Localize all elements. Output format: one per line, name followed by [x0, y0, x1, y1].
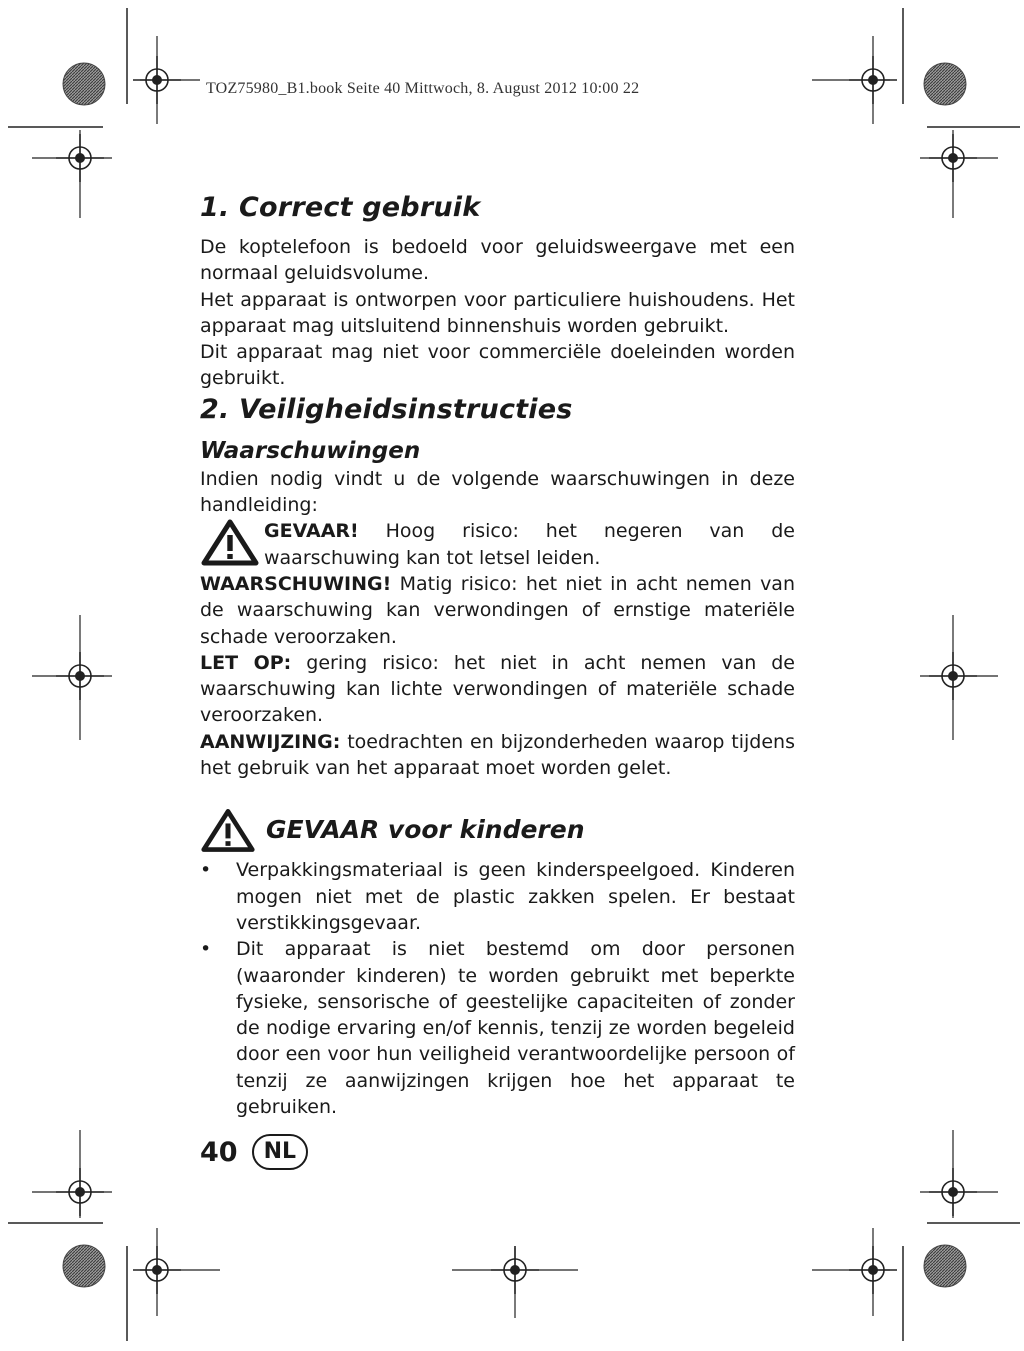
page-footer: [200, 1134, 308, 1170]
registration-mark-icon: [32, 1130, 112, 1218]
section1-paragraph: De koptelefoon is bedoeld voor geluidsweergave met een normaal geluidsvolume.: [200, 236, 795, 285]
language-badge: NL: [252, 1134, 308, 1170]
warning-text: gering risico: het niet in acht nemen van de waarschuwing kan lichte verwondingen of materiële schade veroorzaken.: [200, 651, 795, 727]
page-number: 40: [200, 1136, 238, 1168]
page-content: [200, 190, 795, 1120]
warning-item: [200, 571, 795, 650]
children-danger-heading: [200, 807, 795, 853]
registration-mark-icon: [452, 1246, 578, 1318]
color-target-icon: [63, 63, 105, 105]
warning-text: Matig risico: het niet in acht nemen van de waarschuwing kan verwondingen of ernstige materiële schade veroorzaken.: [200, 572, 795, 648]
color-target-icon: [63, 1245, 105, 1287]
section1-paragraph: Dit apparaat mag niet voor commerciële doeleinden worden gebruikt.: [200, 341, 795, 390]
registration-mark-icon: [920, 130, 998, 218]
danger-warning: [200, 518, 795, 571]
warnings-subtitle: Waarschuwingen: [200, 437, 421, 464]
file-info-header: TOZ75980_B1.book Seite 40 Mittwoch, 8. August 2012 10:00 22: [206, 80, 640, 97]
warning-triangle-icon: [200, 807, 256, 853]
section1-paragraph: Het apparaat is ontworpen voor particuliere huishoudens. Het apparaat mag uitsluitend binnenshuis worden gebruikt.: [200, 288, 795, 337]
registration-mark-icon: [32, 130, 112, 218]
warning-label: GEVAAR!: [264, 520, 359, 543]
registration-mark-icon: [812, 36, 897, 124]
warning-text: toedrachten en bijzonderheden waarop tijdens het gebruik van het apparaat moet worden gelet.: [200, 730, 795, 780]
registration-mark-icon: [920, 1130, 998, 1218]
registration-mark-icon: [133, 36, 200, 124]
bullet-icon: •: [200, 938, 212, 961]
warning-text: Hoog risico: het negeren van de waarschuwing kan tot letsel leiden.: [264, 520, 795, 569]
warning-label: AANWIJZING:: [200, 730, 341, 753]
color-target-icon: [924, 1245, 966, 1287]
caution-item: [200, 650, 795, 729]
list-item: • Verpakkingsmateriaal is geen kinderspeelgoed. Kinderen mogen niet met de plastic zakken spelen. Er bestaat verstikkingsgevaar.: [200, 859, 795, 934]
registration-mark-icon: [133, 1228, 220, 1316]
section1-title: 1. Correct gebruik: [200, 192, 481, 223]
children-bullet-list: [200, 857, 795, 1120]
note-item: [200, 729, 795, 782]
warnings-intro: Indien nodig vindt u de volgende waarschuwingen in deze handleiding:: [200, 467, 795, 517]
children-title: GEVAAR voor kinderen: [266, 815, 585, 845]
color-target-icon: [924, 63, 966, 105]
registration-mark-icon: [32, 615, 112, 740]
warning-label: LET OP:: [200, 651, 292, 674]
bullet-icon: •: [200, 859, 212, 882]
section2-title: 2. Veiligheidsinstructies: [200, 393, 573, 425]
registration-mark-icon: [812, 1228, 897, 1316]
warning-triangle-icon: [200, 518, 260, 566]
warning-label: WAARSCHUWING!: [200, 572, 392, 595]
registration-mark-icon: [920, 615, 998, 740]
list-item: • Dit apparaat is niet bestemd om door personen (waaronder kinderen) te worden gebruikt met beperkte fysieke, sensorische of geestelijke capaciteiten of zonder de nodige ervaring en/of kennis, tenzij ze worden begeleid door een voor hun veiligheid verantwoordelijke persoon of tenzij ze aanwijzingen krijgen hoe het apparaat te gebruiken.: [200, 938, 795, 1119]
